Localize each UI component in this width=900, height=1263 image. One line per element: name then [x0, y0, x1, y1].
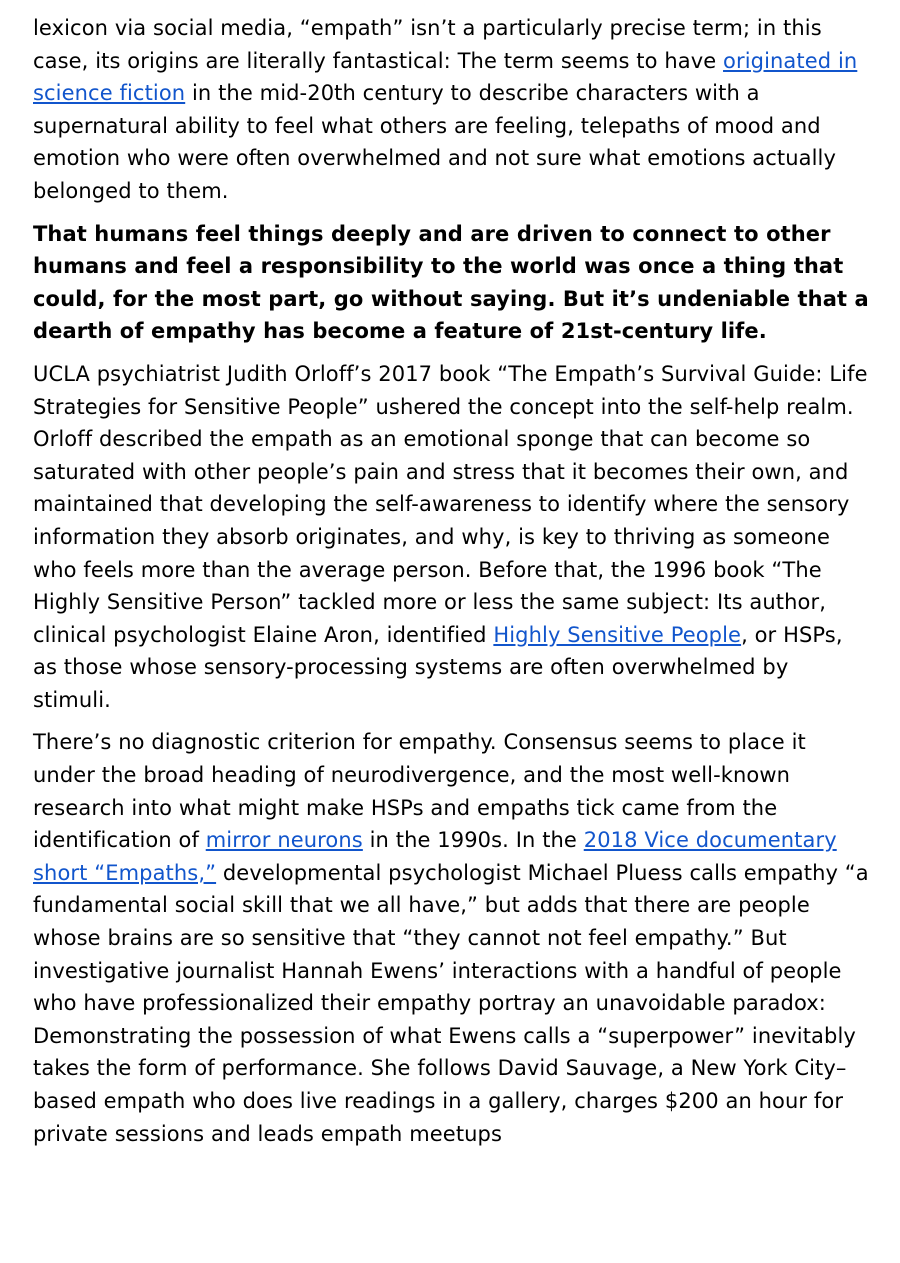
- text-run: That humans feel things deeply and are driven to connect to other humans and feel a responsibility to the world was once a thing that could, for the most part, go without saying. But it’s undeniable that a dearth of empathy has become a feature of 21st-century life.: [33, 221, 869, 344]
- paragraph-2: [33, 218, 869, 348]
- text-run: in the 1990s. In the: [362, 828, 584, 853]
- paragraph-4: [33, 726, 869, 1150]
- link-originated-in-science-fiction[interactable]: originated in science fiction: [33, 48, 858, 106]
- link-2018-vice-documentary-empaths[interactable]: 2018 Vice documentary short “Empaths,”: [33, 828, 837, 885]
- text-run: lexicon via social media, “empath” isn’t a particularly precise term; in this case, its origins are literally fantastical: The term seems to have: [33, 16, 822, 73]
- text-run: developmental psychologist Michael Pluess calls empathy “a fundamental social skill that we all have,” but adds that there are people whose brains are so sensitive that “they cannot not feel empathy.” But investigative journalist Hannah Ewens’ interactions with a handful of people who have professionalized their empathy portray an unavoidable paradox: Demonstrating the possession of what Ewens calls a “superpower” inevitably takes the form of performance. She follows David Sauvage, a New York City–based empath who does live readings in a gallery, charges $200 an hour for private sessions and leads empath meetups: [33, 860, 869, 1146]
- paragraph-1: [33, 12, 869, 208]
- link-highly-sensitive-people[interactable]: Highly Sensitive People: [493, 622, 742, 647]
- text-run: in the mid-20th century to describe characters with a supernatural ability to feel what others are feeling, telepaths of mood and emotion who were often overwhelmed and not sure what emotions actually belonged to them.: [33, 81, 836, 203]
- text-run: There’s no diagnostic criterion for empathy. Consensus seems to place it under the broad heading of neurodivergence, and the most well-known research into what might make HSPs and empaths tick came from the identification of: [33, 730, 806, 853]
- link-mirror-neurons[interactable]: mirror neurons: [205, 828, 363, 853]
- paragraph-3: [33, 358, 869, 717]
- text-run: , or HSPs, as those whose sensory-processing systems are often overwhelmed by stimuli.: [33, 622, 843, 712]
- text-run: UCLA psychiatrist Judith Orloff’s 2017 book “The Empath’s Survival Guide: Life Strategies for Sensitive People” ushered the concept into the self-help realm. Orloff described the empath as an emotional sponge that can become so saturated with other people’s pain and stress that it becomes their own, and maintained that developing the self-awareness to identify where the sensory information they absorb originates, and why, is key to thriving as someone who feels more than the average person. Before that, the 1996 book “The Highly Sensitive Person” tackled more or less the same subject: Its author, clinical psychologist Elaine Aron, identified: [33, 361, 868, 647]
